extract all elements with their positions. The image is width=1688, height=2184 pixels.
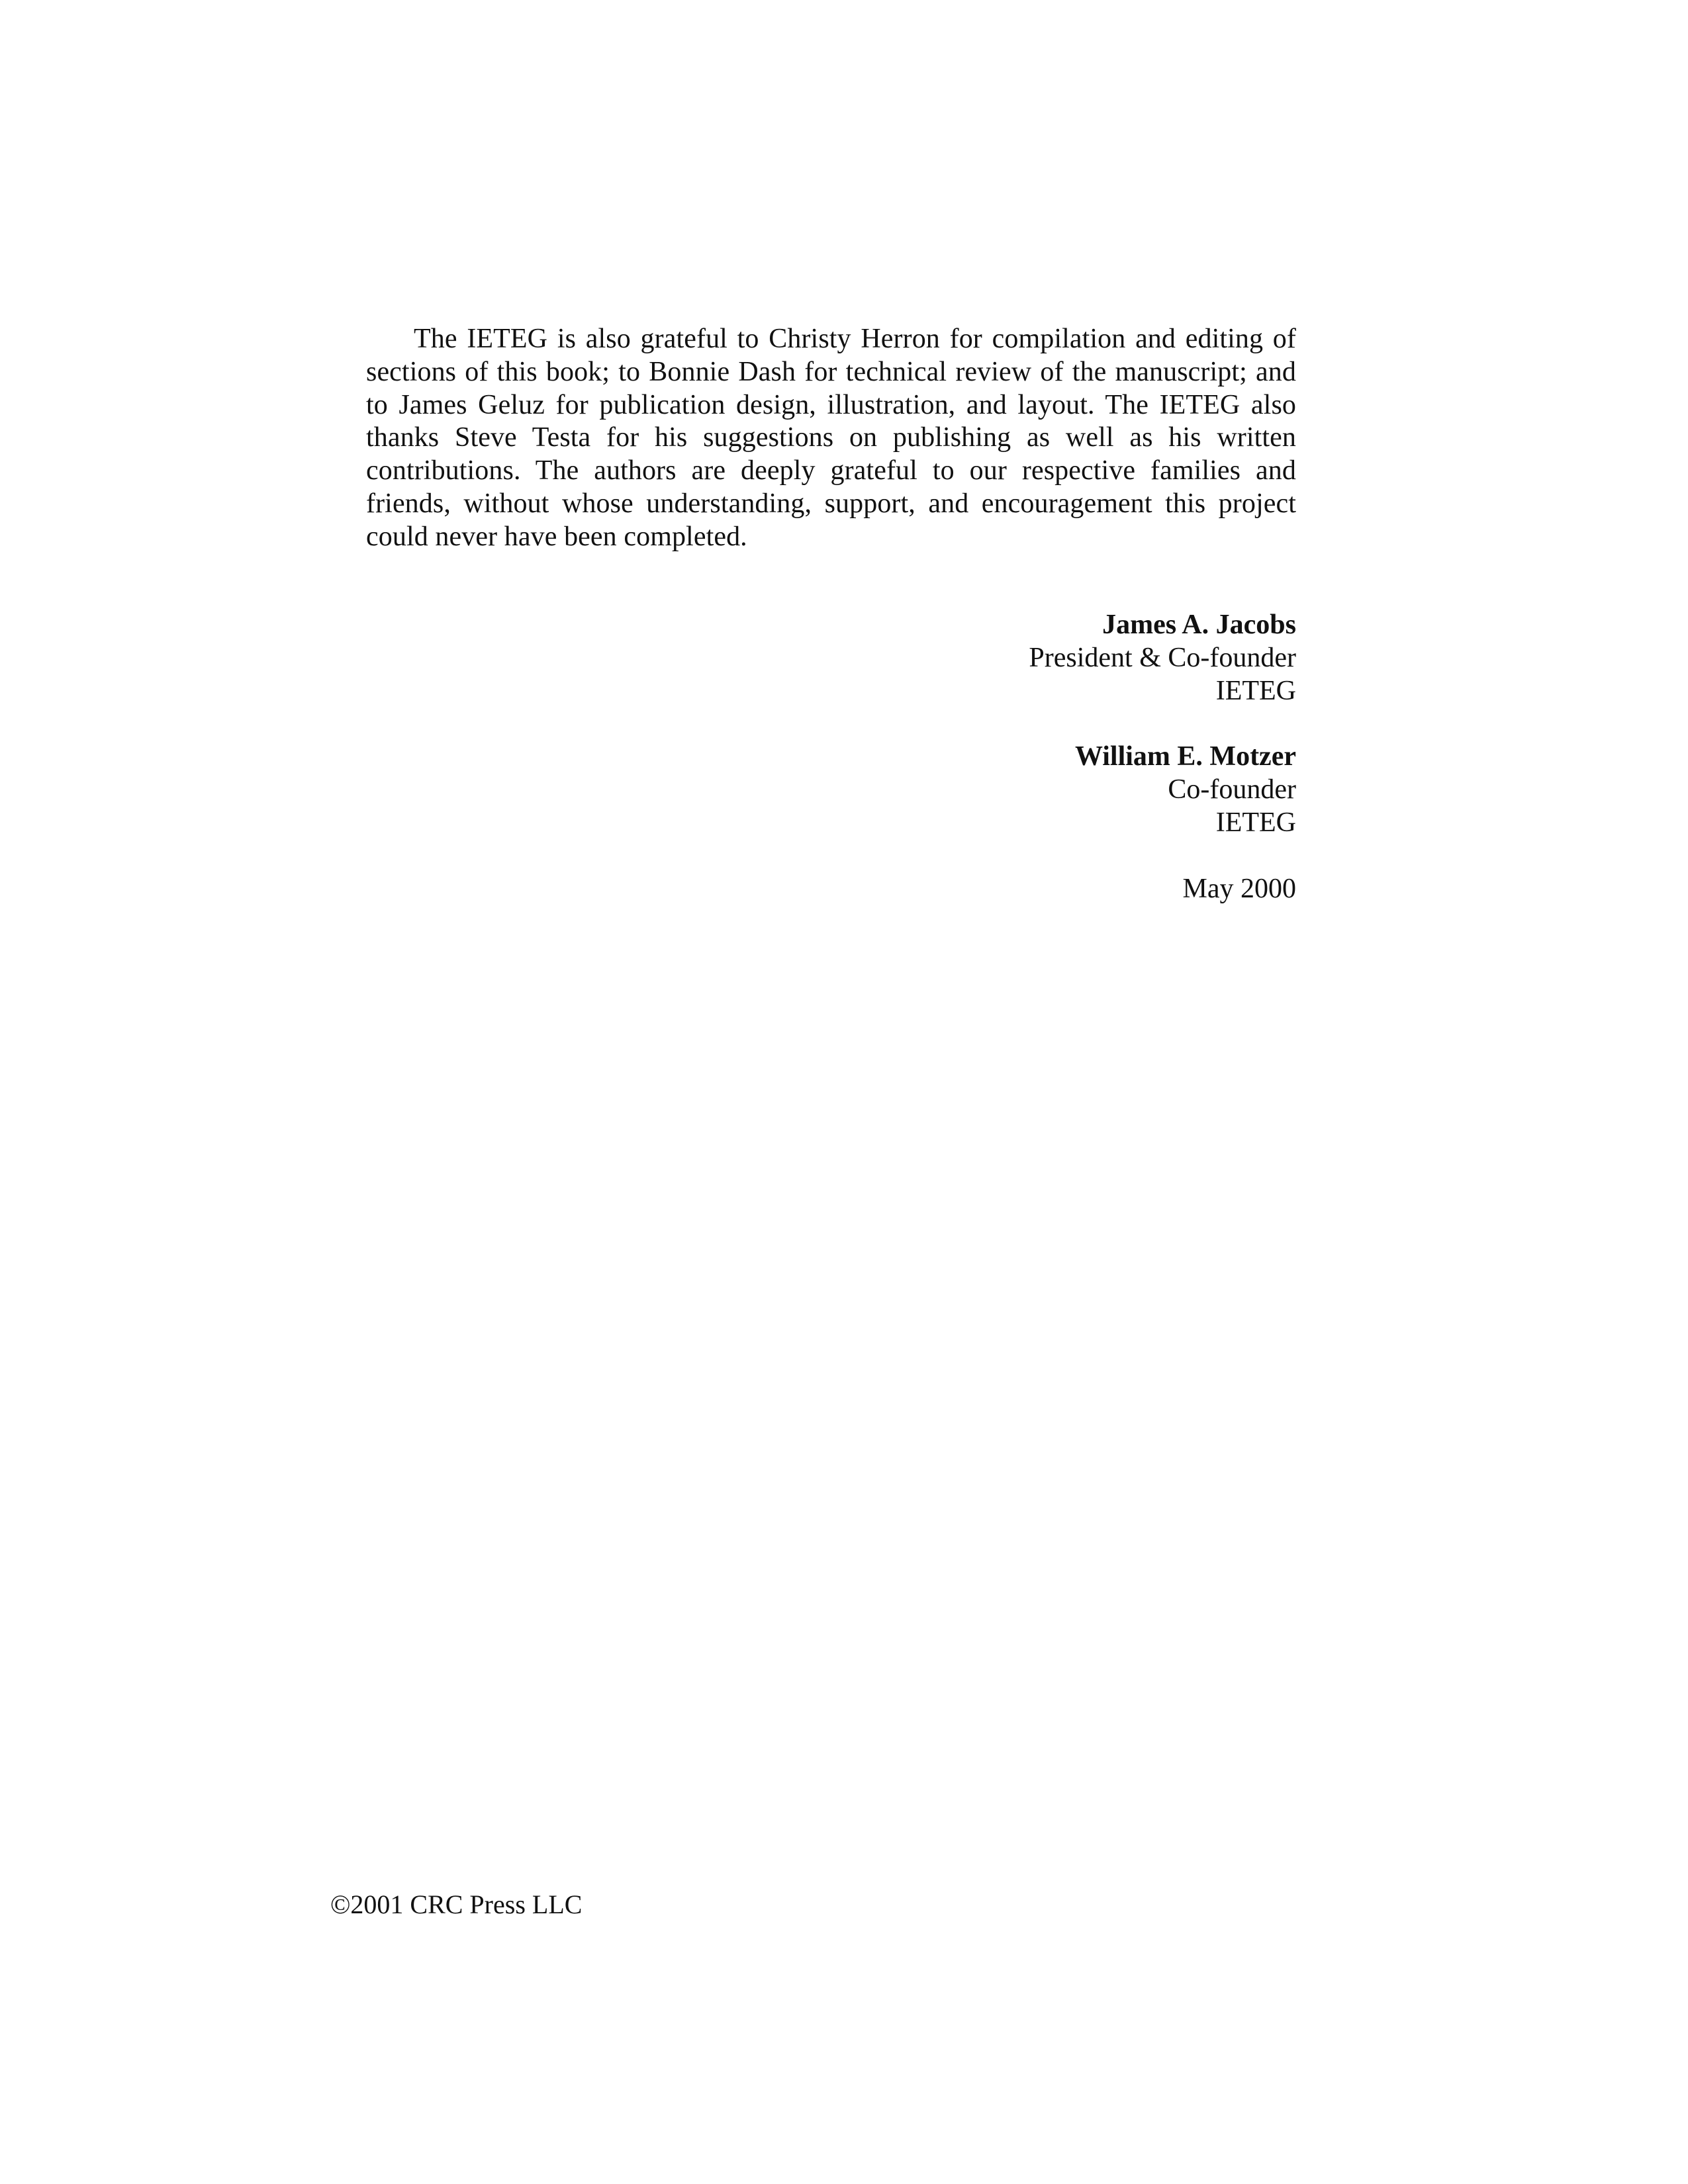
signature-title: Co-founder <box>1168 774 1296 805</box>
acknowledgement-section <box>366 323 1296 554</box>
signature-date: May 2000 <box>1182 873 1296 904</box>
acknowledgement-paragraph: The IETEG is also grateful to Christy Herron for compilation and editing of sections of this book; to Bonnie Dash for technical review of the manuscript; and to James Geluz for publication design, illustration, and layout. The IETEG also thanks Steve Testa for his suggestions on publishing as well as his written contributions. The authors are deeply grateful to our respective families and friends, without whose understanding, support, and encouragement this project could never have been completed. <box>366 324 1296 552</box>
signature-organization: IETEG <box>1215 807 1296 838</box>
signature-name: William E. Motzer <box>1075 741 1296 772</box>
signature-organization: IETEG <box>1215 675 1296 706</box>
signature-title: President & Co-founder <box>1029 642 1296 673</box>
signature-section <box>794 609 1296 906</box>
copyright-footer: ©2001 CRC Press LLC <box>330 1889 583 1919</box>
signature-block-jacobs <box>794 609 1296 707</box>
signature-name: James A. Jacobs <box>1102 610 1296 640</box>
signature-block-motzer <box>794 741 1296 839</box>
